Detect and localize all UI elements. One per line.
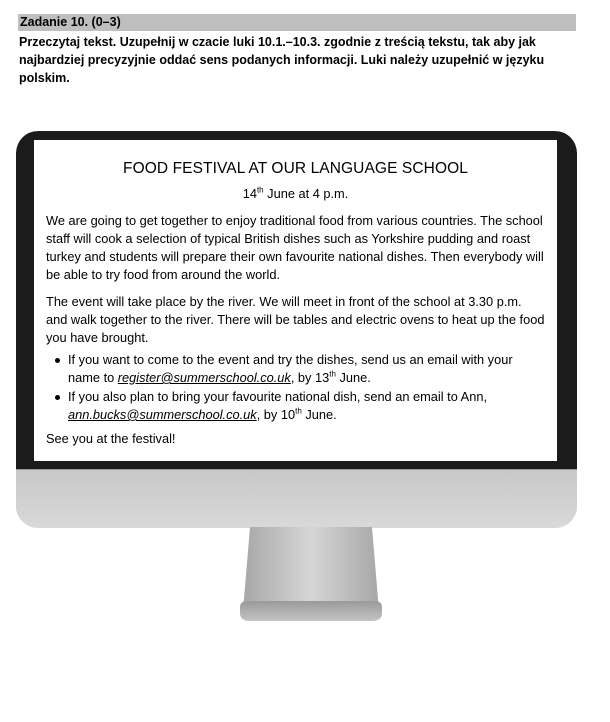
monitor-stand <box>236 527 386 625</box>
closing-line: See you at the festival! <box>46 431 176 446</box>
article-title: FOOD FESTIVAL AT OUR LANGUAGE SCHOOL <box>123 160 468 177</box>
monitor-chin <box>16 469 577 528</box>
task-header: Zadanie 10. (0–3) <box>18 14 576 31</box>
paragraph-intro: We are going to get together to enjoy traditional food from various countries. The school staff will cook a selection of typical British dishes such as Yorkshire pudding and roast turkey and students will prepare their own favourite national dishes. Then everybody will be able to try food from around the world. <box>46 213 544 282</box>
instructions-list <box>46 351 545 424</box>
task-instruction: Przeczytaj tekst. Uzupełnij w czacie luki 10.1.–10.3. zgodnie z treścią tekstu, tak aby jak najbardziej precyzyjnie oddać sens podanych informacji. Luki należy uzupełnić w języku polskim. <box>19 35 545 85</box>
email-link-ann[interactable]: ann.bucks@summerschool.co.uk <box>68 407 257 422</box>
bullet-icon <box>55 358 60 363</box>
bullet-icon <box>55 395 60 400</box>
list-item: If you also plan to bring your favourite national dish, send an email to Ann, ann.bucks@summerschool.co.uk, by 10th June. <box>46 388 545 424</box>
screen-content <box>34 140 557 461</box>
paragraph-location: The event will take place by the river. We will meet in front of the school at 3.30 p.m. and walk together to the river. There will be tables and electric ovens to heat up the food you have brought. <box>46 294 545 345</box>
event-date: 14th June at 4 p.m. <box>242 185 349 201</box>
list-item: If you want to come to the event and try the dishes, send us an email with your name to register@summerschool.co.uk, by 13th June. <box>46 351 545 387</box>
email-link-register[interactable]: register@summerschool.co.uk <box>117 370 291 385</box>
